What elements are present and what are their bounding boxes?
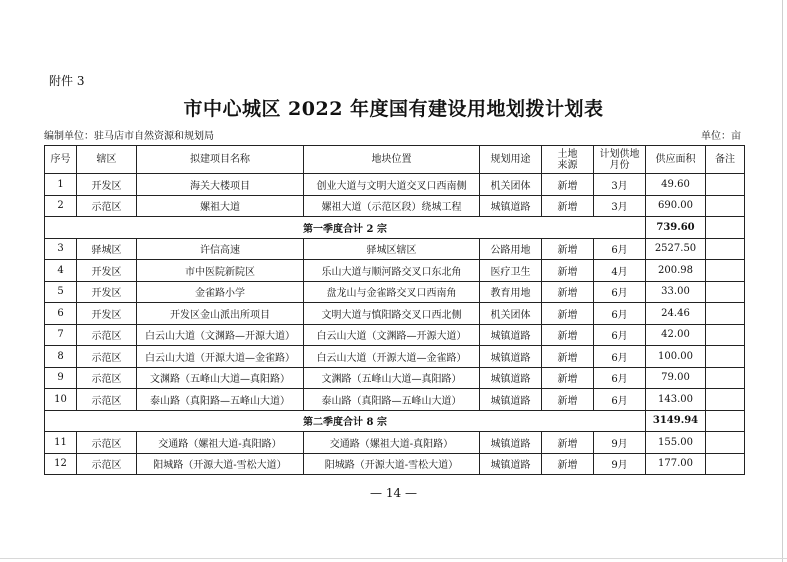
cell-project: 开发区金山派出所项目 (137, 303, 304, 325)
cell-month: 6月 (594, 324, 646, 346)
cell-month: 6月 (594, 346, 646, 368)
cell-district: 示范区 (77, 453, 137, 475)
measurement-unit: 单位：亩 (701, 131, 741, 142)
cell-no: 8 (45, 346, 77, 368)
cell-no: 3 (45, 238, 77, 260)
cell-note (706, 367, 745, 389)
subtotal-row (45, 217, 745, 239)
subtotal-area: 3149.94 (646, 410, 706, 432)
cell-area: 24.46 (646, 303, 706, 325)
table-row (45, 260, 745, 282)
cell-use: 教育用地 (480, 281, 542, 303)
cell-month: 6月 (594, 281, 646, 303)
cell-area: 177.00 (646, 453, 706, 475)
table-row (45, 238, 745, 260)
cell-location: 白云山大道（开源大道—金雀路） (304, 346, 480, 368)
cell-project: 嫘祖大道 (137, 195, 304, 217)
table-row (45, 174, 745, 196)
cell-month: 6月 (594, 367, 646, 389)
cell-project: 许信高速 (137, 238, 304, 260)
cell-month: 6月 (594, 238, 646, 260)
cell-source: 新增 (542, 389, 594, 411)
cell-source: 新增 (542, 367, 594, 389)
cell-district: 开发区 (77, 281, 137, 303)
cell-project: 白云山大道（文渊路—开源大道） (137, 324, 304, 346)
cell-location: 泰山路（真阳路—五峰山大道） (304, 389, 480, 411)
cell-no: 2 (45, 195, 77, 217)
cell-district: 示范区 (77, 367, 137, 389)
cell-location: 白云山大道（文渊路—开源大道） (304, 324, 480, 346)
cell-note (706, 324, 745, 346)
cell-location: 乐山大道与顺河路交叉口东北角 (304, 260, 480, 282)
cell-source: 新增 (542, 303, 594, 325)
cell-project: 交通路（嫘祖大道-真阳路） (137, 432, 304, 454)
cell-district: 示范区 (77, 324, 137, 346)
subtotal-label: 第一季度合计 2 宗 (45, 217, 646, 239)
page-edge-right (782, 0, 783, 562)
cell-no: 12 (45, 453, 77, 475)
table-row (45, 432, 745, 454)
attachment-label: 附件 3 (49, 74, 85, 88)
subtotal-note (706, 410, 745, 432)
cell-use: 城镇道路 (480, 453, 542, 475)
cell-district: 示范区 (77, 389, 137, 411)
cell-district: 开发区 (77, 260, 137, 282)
table-row (45, 367, 745, 389)
cell-area: 155.00 (646, 432, 706, 454)
cell-month: 9月 (594, 432, 646, 454)
cell-district: 示范区 (77, 346, 137, 368)
cell-note (706, 238, 745, 260)
cell-note (706, 303, 745, 325)
cell-area: 2527.50 (646, 238, 706, 260)
cell-location: 驿城区辖区 (304, 238, 480, 260)
document-title: 市中心城区 2022 年度国有建设用地划拨计划表 (183, 98, 604, 120)
cell-use: 公路用地 (480, 238, 542, 260)
cell-no: 5 (45, 281, 77, 303)
subtotal-row (45, 410, 745, 432)
cell-location: 盘龙山与金雀路交叉口西南角 (304, 281, 480, 303)
cell-area: 200.98 (646, 260, 706, 282)
cell-use: 机关团体 (480, 303, 542, 325)
cell-no: 11 (45, 432, 77, 454)
cell-use: 医疗卫生 (480, 260, 542, 282)
cell-area: 49.60 (646, 174, 706, 196)
header-cell-use: 规划用途 (480, 146, 542, 174)
header-cell-no: 序号 (45, 146, 77, 174)
page-number: — 14 — (370, 486, 417, 500)
subtotal-area: 739.60 (646, 217, 706, 239)
cell-source: 新增 (542, 260, 594, 282)
cell-project: 金雀路小学 (137, 281, 304, 303)
header-cell-note: 备注 (706, 146, 745, 174)
cell-no: 4 (45, 260, 77, 282)
table-row (45, 195, 745, 217)
cell-location: 文明大道与慎阳路交叉口西北侧 (304, 303, 480, 325)
cell-use: 城镇道路 (480, 195, 542, 217)
cell-note (706, 281, 745, 303)
cell-use: 城镇道路 (480, 346, 542, 368)
compiling-unit: 编制单位：驻马店市自然资源和规划局 (44, 131, 214, 142)
cell-area: 79.00 (646, 367, 706, 389)
table-row (45, 346, 745, 368)
cell-area: 42.00 (646, 324, 706, 346)
cell-note (706, 260, 745, 282)
cell-project: 文渊路（五峰山大道—真阳路） (137, 367, 304, 389)
cell-district: 示范区 (77, 432, 137, 454)
cell-district: 开发区 (77, 303, 137, 325)
cell-location: 文渊路（五峰山大道—真阳路） (304, 367, 480, 389)
cell-month: 6月 (594, 389, 646, 411)
cell-month: 3月 (594, 174, 646, 196)
cell-month: 9月 (594, 453, 646, 475)
cell-source: 新增 (542, 281, 594, 303)
cell-area: 690.00 (646, 195, 706, 217)
table-header-row (45, 146, 745, 174)
cell-source: 新增 (542, 324, 594, 346)
table-row (45, 324, 745, 346)
cell-note (706, 174, 745, 196)
header-cell-month: 计划供地 月份 (594, 146, 646, 174)
header-cell-district: 辖区 (77, 146, 137, 174)
cell-location: 创业大道与文明大道交叉口西南侧 (304, 174, 480, 196)
subtotal-note (706, 217, 745, 239)
cell-source: 新增 (542, 346, 594, 368)
cell-project: 阳城路（开源大道-雪松大道） (137, 453, 304, 475)
cell-source: 新增 (542, 195, 594, 217)
cell-source: 新增 (542, 238, 594, 260)
cell-project: 市中医院新院区 (137, 260, 304, 282)
cell-district: 开发区 (77, 174, 137, 196)
cell-district: 示范区 (77, 195, 137, 217)
cell-project: 白云山大道（开源大道—金雀路） (137, 346, 304, 368)
cell-area: 33.00 (646, 281, 706, 303)
cell-note (706, 346, 745, 368)
cell-location: 阳城路（开源大道-雪松大道） (304, 453, 480, 475)
header-cell-location: 地块位置 (304, 146, 480, 174)
cell-location: 交通路（嫘祖大道-真阳路） (304, 432, 480, 454)
table-row (45, 453, 745, 475)
cell-area: 100.00 (646, 346, 706, 368)
cell-use: 城镇道路 (480, 324, 542, 346)
cell-location: 嫘祖大道（示范区段）绕城工程 (304, 195, 480, 217)
cell-source: 新增 (542, 174, 594, 196)
cell-month: 3月 (594, 195, 646, 217)
cell-no: 6 (45, 303, 77, 325)
page-edge-bottom (0, 558, 787, 559)
cell-use: 机关团体 (480, 174, 542, 196)
cell-district: 驿城区 (77, 238, 137, 260)
table-row (45, 303, 745, 325)
cell-no: 1 (45, 174, 77, 196)
table-row (45, 281, 745, 303)
cell-note (706, 453, 745, 475)
cell-month: 4月 (594, 260, 646, 282)
cell-no: 10 (45, 389, 77, 411)
land-allocation-table (44, 145, 745, 475)
cell-note (706, 389, 745, 411)
cell-month: 6月 (594, 303, 646, 325)
table-row (45, 389, 745, 411)
header-cell-source: 土地 来源 (542, 146, 594, 174)
cell-use: 城镇道路 (480, 389, 542, 411)
cell-source: 新增 (542, 453, 594, 475)
cell-note (706, 432, 745, 454)
cell-no: 9 (45, 367, 77, 389)
subtotal-label: 第二季度合计 8 宗 (45, 410, 646, 432)
cell-source: 新增 (542, 432, 594, 454)
header-cell-area: 供应面积 (646, 146, 706, 174)
cell-project: 海关大楼项目 (137, 174, 304, 196)
cell-area: 143.00 (646, 389, 706, 411)
cell-use: 城镇道路 (480, 432, 542, 454)
cell-note (706, 195, 745, 217)
cell-project: 泰山路（真阳路—五峰山大道） (137, 389, 304, 411)
cell-use: 城镇道路 (480, 367, 542, 389)
header-cell-project: 拟建项目名称 (137, 146, 304, 174)
cell-no: 7 (45, 324, 77, 346)
